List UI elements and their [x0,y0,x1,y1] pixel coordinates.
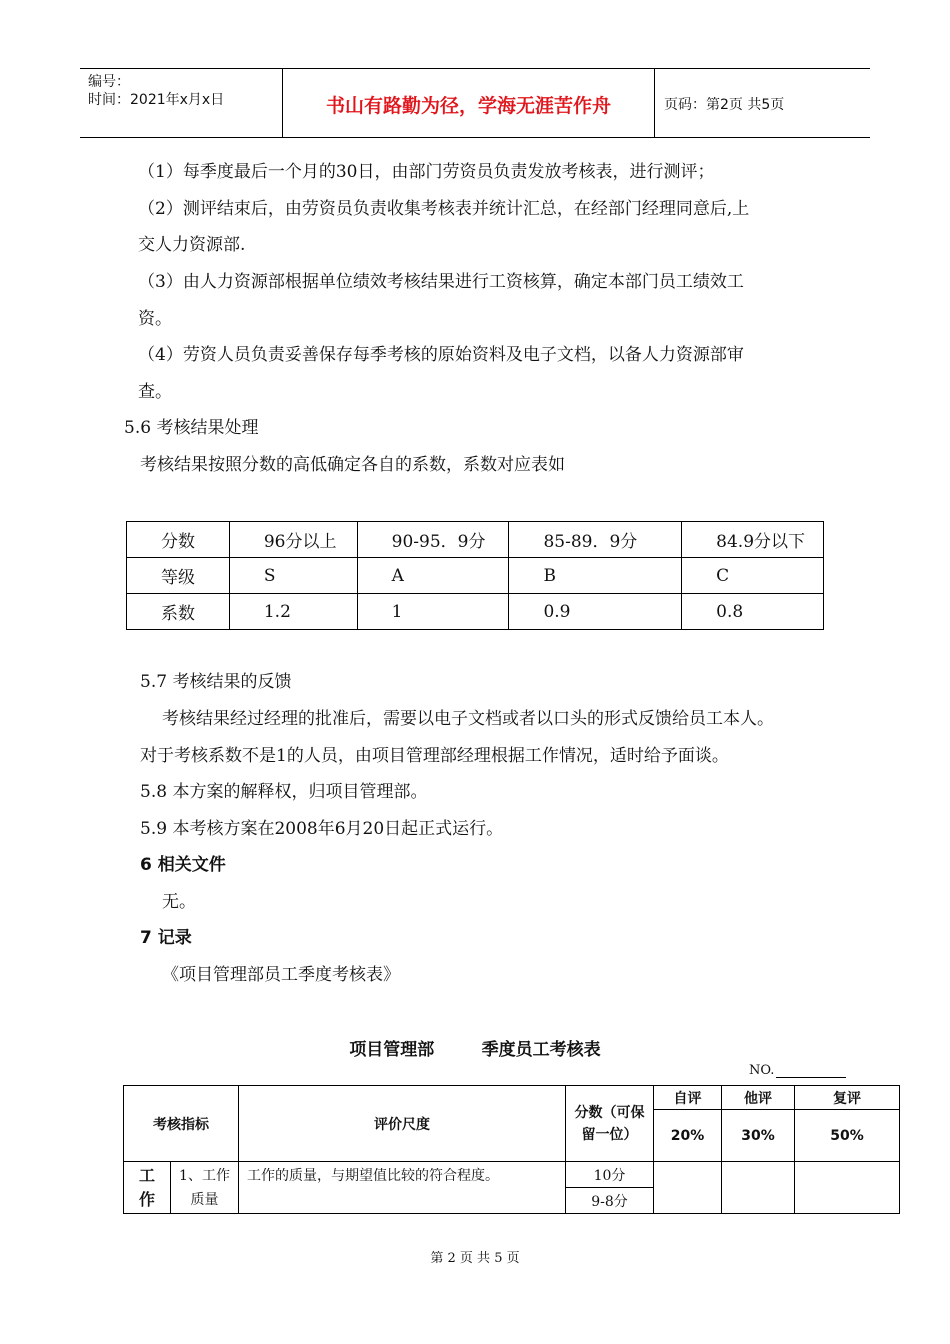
indicator-header: 考核指标 [124,1086,239,1162]
section-heading: 6 相关文件 [140,855,226,875]
paragraph-line: （3）由人力资源部根据单位绩效考核结果进行工资核算，确定本部门员工绩效工 [138,272,744,292]
item-cell: 1、工作质量 [171,1162,239,1214]
header-divider [654,69,655,137]
table-cell: 90-95．9分 [357,522,509,558]
table-row [127,594,824,630]
score-header: 分数（可保留一位） [566,1086,654,1162]
assessment-table [123,1085,900,1214]
review-weight: 50% [795,1110,900,1162]
paragraph-line: 考核结果经过经理的批准后，需要以电子文档或者以口头的形式反馈给员工本人。 [162,709,774,729]
header-motto: 书山有路勤为径，学海无涯苦作舟 [325,95,611,117]
table-cell: B [509,558,682,594]
section-heading: 7 记录 [140,928,192,948]
table-row [124,1086,900,1110]
table-cell: S [229,558,357,594]
page-header [80,68,870,138]
table-cell: 1 [357,594,509,630]
paragraph-line: （4）劳资人员负责妥善保存每季考核的原始资料及电子文档，以备人力资源部审 [138,345,744,365]
section-heading: 5.6 考核结果处理 [124,418,259,438]
table-cell: 0.8 [682,594,824,630]
peer-eval-weight: 30% [722,1110,795,1162]
paragraph-line: 查。 [138,382,172,402]
paragraph-line: 无。 [162,892,196,912]
paragraph-line: 对于考核系数不是1的人员，由项目管理部经理根据工作情况，适时给予面谈。 [140,746,729,766]
table-cell: 84.9分以下 [682,522,824,558]
section-heading: 5.7 考核结果的反馈 [140,672,292,692]
coefficient-table [126,521,824,630]
paragraph-line: 资。 [138,309,172,329]
paragraph-line: 《项目管理部员工季度考核表》 [162,965,400,985]
review-header: 复评 [795,1086,900,1110]
paragraph-line: 5.9 本考核方案在2008年6月20日起正式运行。 [140,819,504,839]
peer-eval-input [722,1162,795,1214]
table-cell: 等级 [127,558,230,594]
table-cell: 96分以上 [229,522,357,558]
table-cell: 0.9 [509,594,682,630]
number-underline [776,1077,846,1078]
self-eval-weight: 20% [654,1110,722,1162]
table-cell: C [682,558,824,594]
table-row [127,522,824,558]
score-cell: 10分 [566,1162,654,1188]
description-cell: 工作的质量，与期望值比较的符合程度。 [239,1162,566,1214]
page-footer: 第 2 页 共 5 页 [430,1251,520,1266]
self-eval-header: 自评 [654,1086,722,1110]
table-row [127,558,824,594]
table-row [124,1162,900,1188]
header-page-info: 页码：第2页 共5页 [664,97,785,113]
code-label: 编号： [88,74,130,90]
self-eval-input [654,1162,722,1214]
table-cell: 系数 [127,594,230,630]
paragraph-line: （1）每季度最后一个月的30日，由部门劳资员负责发放考核表，进行测评； [138,162,715,182]
paragraph-line: （2）测评结束后，由劳资员负责收集考核表并统计汇总，在经部门经理同意后,上 [138,199,750,219]
review-input [795,1162,900,1214]
scale-header: 评价尺度 [239,1086,566,1162]
table-cell: 分数 [127,522,230,558]
paragraph-line: 5.8 本方案的解释权，归项目管理部。 [140,782,428,802]
score-cell: 9-8分 [566,1188,654,1214]
table-cell: 1.2 [229,594,357,630]
table-cell: A [357,558,509,594]
paragraph-line: 交人力资源部. [138,235,246,255]
table-cell: 85-89．9分 [509,522,682,558]
category-cell: 工作 [124,1162,171,1214]
header-meta [88,73,224,109]
peer-eval-header: 他评 [722,1086,795,1110]
time-label: 时间：2021年x月x日 [88,92,225,108]
assessment-title: 项目管理部 季度员工考核表 [349,1040,601,1060]
paragraph-line: 考核结果按照分数的高低确定各自的系数，系数对应表如 [140,455,565,475]
number-label: NO. [749,1063,775,1078]
